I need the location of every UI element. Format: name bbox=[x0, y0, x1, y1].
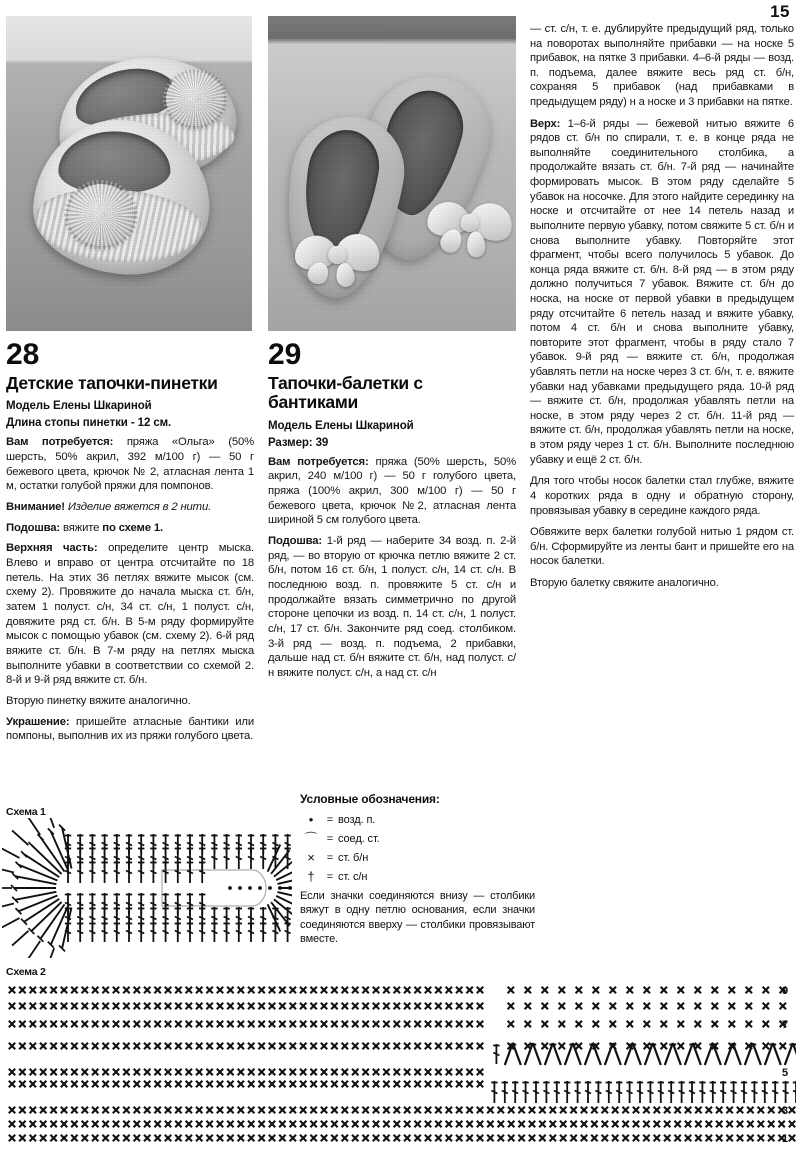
materials-paragraph bbox=[268, 455, 516, 528]
sole-paragraph bbox=[6, 521, 254, 536]
baby-booties-photo bbox=[6, 16, 252, 331]
attention-text: Изделие вяжется в 2 нити. bbox=[64, 500, 212, 513]
attention-paragraph bbox=[6, 500, 254, 515]
legend-note: Если значки соединяются внизу — столбики вяжут в одну петлю основания, если значки соединяются вверху — столбики провязывают вместе. bbox=[300, 890, 535, 945]
ballet-slippers-photo bbox=[268, 16, 516, 331]
legend-item bbox=[300, 851, 535, 864]
materials-text: пряжа (50% шерсть, 50% акрил, 240 м/100 г) — 50 г голубого цвета, пряжа (100% акрил, 300 м/100 г) — 50 г бежевого цвета, крючок №2, атласная лента шириной 5 см голубого цвета. bbox=[268, 455, 516, 527]
decor-text: пришейте атласные бантики или помпоны, выполнив их из пряжи голубого цвета. bbox=[6, 715, 254, 743]
pattern-title: Тапочки-балетки с бантиками bbox=[268, 373, 423, 413]
scheme-1-label: Схема 1 bbox=[6, 806, 46, 818]
scheme-2-row-number: 1 bbox=[782, 1133, 789, 1145]
photo-grain bbox=[6, 16, 252, 331]
equals-sign: = bbox=[326, 851, 334, 864]
materials-paragraph bbox=[6, 435, 254, 494]
deepen-toe-paragraph: Для того чтобы носок балетки стал глубже, вяжите 4 коротких ряда в одну и обратную сторону, провязывая убавку в середине каждого ряда. bbox=[530, 475, 794, 517]
upper-paragraph bbox=[530, 117, 794, 468]
legend-item-label: соед. ст. bbox=[338, 832, 380, 845]
upper-label: Верх: bbox=[530, 117, 561, 130]
scheme-2-row-number: 9 bbox=[782, 985, 789, 997]
pattern-29-column bbox=[268, 340, 516, 687]
size-info: Длина стопы пинетки - 12 см. bbox=[6, 417, 172, 430]
legend-item-label: ст. с/н bbox=[338, 870, 368, 883]
legend-item bbox=[300, 813, 535, 826]
edging-paragraph: Обвяжите верх балетки голубой нитью 1 рядом ст. б/н. Сформируйте из ленты бант и пришейте его на носок балетки. bbox=[530, 526, 794, 568]
size-info: Размер: 39 bbox=[268, 436, 329, 449]
page-title: Детские тапочки-пинетки bbox=[6, 373, 218, 393]
scheme-2-label: Схема 2 bbox=[6, 966, 46, 978]
scheme-2-row-number: 3 bbox=[782, 1105, 789, 1117]
continuation-column bbox=[530, 22, 794, 598]
scheme-2-chart bbox=[6, 980, 796, 1148]
attention-label: Внимание! bbox=[6, 500, 65, 513]
legend-block bbox=[300, 792, 535, 946]
sole-scheme-ref: по схеме 1. bbox=[102, 521, 163, 534]
pattern-number: 29 bbox=[268, 338, 302, 371]
upper-text: 1–6-й ряды — бежевой нитью вяжите 6 рядов ст. б/н по спирали, т. е. в конце ряда не выполняйте соединительного столбика, а продолжайте вязать ст. б/н. 7-й ряд — начинайте формировать мысок. В этом ряду сделайте 5 убавок на носочке. Для этого найдите серединку на носке и отсчитайте от нее 14 петель назад и выполните первую убавку, потом свяжите 5 ст. б/н и снова выполните убавку. Повторяйте этот фрагмент, чтобы всего получилось 5 убавок. До конца ряда вяжите ст. б/н. 8-й ряд — в этом ряду должно получиться 7 убавок. Вяжите ст. б/н до носка, на носке от первой убавки в предыдущем ряду отсчитайте 6 петель назад и вяжите убавку, потом 4 ст. б/н и снова выполните убавку, повторите этот фрагмент, чтобы в ряду стало 7 убавок. 9-й ряд — вяжите ст. б/н, продолжая убавлять петли на носке через 3 ст. б/н, т. е. вяжите убавки над убавками предыдущего ряда. 10-й ряд — вяжите ст. б/н, продолжая убавлять петли на носке, в этом ряду через 2 ст. б/н. 11-й ряд — вяжите ст. б/н, продолжая убавлять петли на носке, в этом ряду через 1 ст. б/н. Выполните последнюю убавку и ещё 2 ст. б/н. bbox=[530, 117, 794, 466]
slip-stitch-icon: ⌒ bbox=[304, 831, 318, 846]
equals-sign: = bbox=[326, 870, 334, 883]
photo-grain bbox=[268, 16, 516, 331]
scheme-2-row-number: 5 bbox=[782, 1067, 789, 1079]
legend-item bbox=[300, 832, 535, 845]
second-piece-paragraph: Вторую пинетку вяжите аналогично. bbox=[6, 695, 191, 707]
sole-paragraph bbox=[268, 534, 516, 681]
decor-label: Украшение: bbox=[6, 715, 70, 728]
equals-sign: = bbox=[326, 813, 334, 826]
upper-label: Верхняя часть: bbox=[6, 542, 98, 555]
legend-item bbox=[300, 870, 535, 883]
sole-label: Подошва: bbox=[268, 534, 322, 547]
pattern-28-column bbox=[6, 340, 254, 750]
decor-paragraph bbox=[6, 715, 254, 744]
pattern-number: 28 bbox=[6, 338, 40, 371]
sole-text: 1-й ряд — наберите 34 возд. п. 2-й ряд, — во вторую от крючка петлю вяжите 2 ст. б/н, потом 16 ст. б/н, 1 полуст. с/н, 14 ст. с/н. В последнюю возд. п. провяжите 5 ст. с/н и продолжайте вязать симметрично по другой стороне цепочки из возд. п. 14 ст. с/н, 1 полуст. с/н, 17 ст. б/н. Закончите ряд соед. столбиком. 3-й ряд — возд. п. подъема, 2 прибавки, дальше над ст. б/н вяжите ст. б/н, над полуст. с/н вяжите полуст. с/н, а над ст. с/н bbox=[268, 534, 516, 679]
upper-paragraph bbox=[6, 541, 254, 688]
double-crochet-icon: † bbox=[307, 869, 315, 884]
materials-text: пряжа «Ольга» (50% шерсть, 50% акрил, 392 м/100 г) — 50 г бежевого цвета, крючок № 2, атласная лента 1 м, остатки голубой пряжи для помпонов. bbox=[6, 436, 254, 493]
scheme-1-chart bbox=[2, 818, 292, 958]
equals-sign: = bbox=[326, 832, 334, 845]
continuation-paragraph: — ст. с/н, т. е. дублируйте предыдущий ряд, только на поворотах выполняйте прибавки — на носке 5 прибавок, на пятке 3 прибавки. 4–6-й ряды — возд. п. подъема, далее вяжите весь ряд ст. б/н, сохраняя 5 прибавок (над прибавками в предыдущем ряду) н а носке и 3 прибавки на пятке. bbox=[530, 23, 794, 109]
page-number: 15 bbox=[770, 2, 790, 21]
chain-stitch-icon: • bbox=[308, 812, 314, 827]
single-crochet-icon: × bbox=[307, 850, 315, 865]
sole-text: вяжите bbox=[60, 521, 103, 534]
scheme-2-row-number: 7 bbox=[782, 1019, 789, 1031]
legend-title: Условные обозначения: bbox=[300, 792, 440, 806]
legend-item-label: ст. б/н bbox=[338, 851, 369, 864]
designer-credit: Модель Елены Шкариной bbox=[268, 419, 414, 432]
sole-label: Подошва: bbox=[6, 521, 60, 534]
designer-credit: Модель Елены Шкариной bbox=[6, 400, 152, 413]
legend-item-label: возд. п. bbox=[338, 813, 376, 826]
materials-label: Вам потребуется: bbox=[6, 436, 114, 449]
second-piece-paragraph: Вторую балетку свяжите аналогично. bbox=[530, 576, 719, 589]
materials-label: Вам потребуется: bbox=[268, 455, 369, 468]
upper-text: определите центр мыска. Влево и вправо от центра отсчитайте по 18 петель. На этих 36 петлях вяжите мысок (см. схему 2). Провяжите до начала мыска ст. б/н, затем 1 полуст. с/н, 34 ст. с/н, 1 полуст. с/н, довяжите ряд ст. б/н. В 5-м ряду формируйте мысок с помощью убавок (см. схему 2). 6-й ряд вяжите ст. б/н. В 7-м ряду на петлях мыска выполните убавки в соответствии со схемой 2. 8-й и 9-й ряд вяжите ст. б/н. bbox=[6, 542, 254, 687]
